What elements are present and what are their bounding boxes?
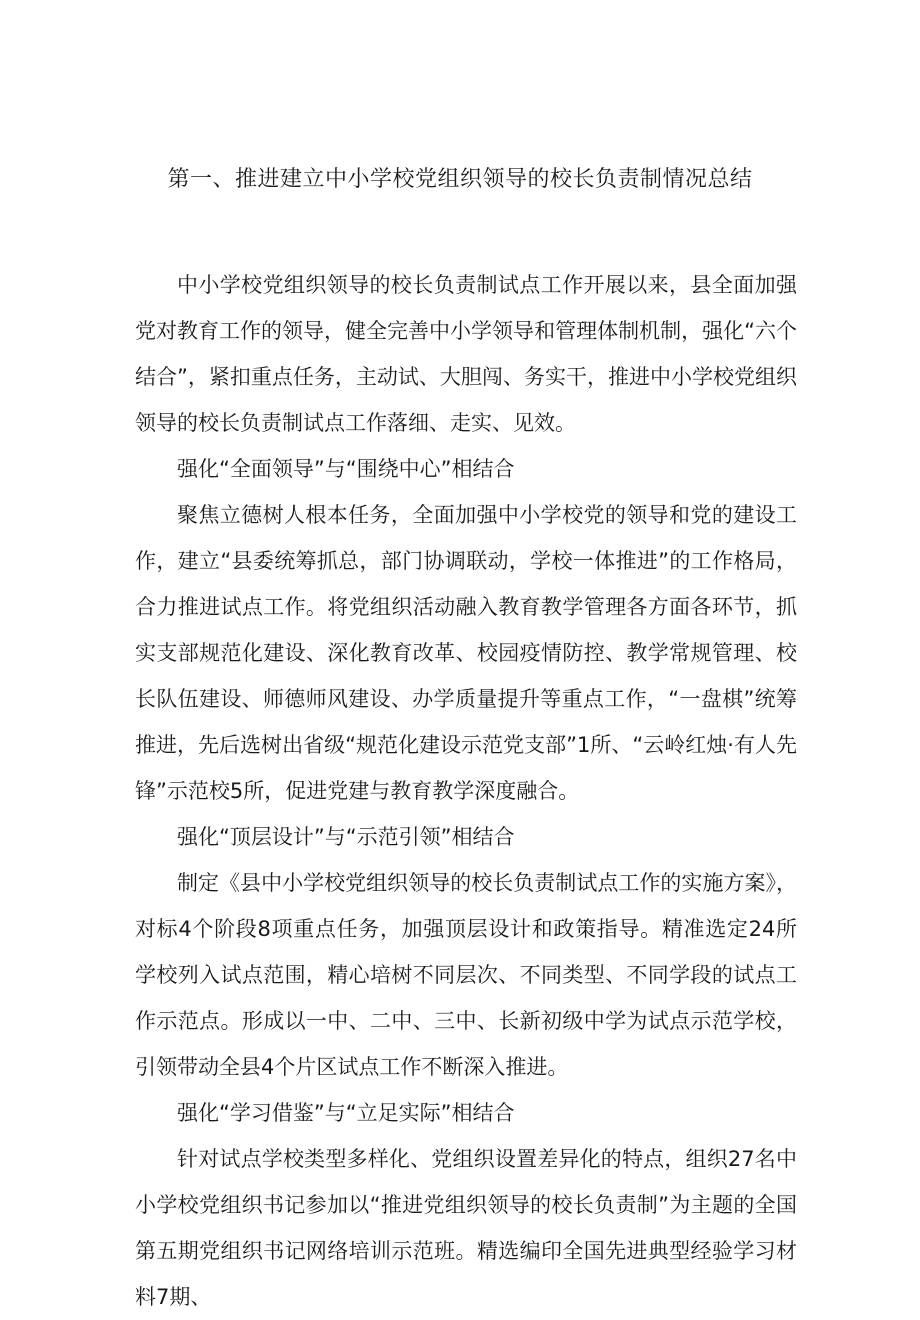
paragraph-leadership: 聚焦立德树人根本任务，全面加强中小学校党的领导和党的建设工作，建立“县委统筹抓总，部门协调联动，学校一体推进”的工作格局，合力推进试点工作。将党组织活动融入教育教学管理各方面各环节，抓实支部规范化建设、深化教育改革、校园疫情防控、教学常规管理、校长队伍建设、师德师风建设、办学质量提升等重点工作，“一盘棋”统筹推进，先后选树出省级“规范化建设示范党支部”1所、“云岭红烛·有人先锋”示范校5所，促进党建与教育教学深度融合。 [135,503,797,803]
paragraph-intro: 中小学校党组织领导的校长负责制试点工作开展以来，县全面加强党对教育工作的领导，健全完善中小学领导和管理体制机制，强化“六个结合”，紧扣重点任务，主动试、大胆闯、务实干，推进中小学校党组织领导的校长负责制试点工作落细、走实、见效。 [135,273,797,435]
paragraph-design: 制定《县中小学校党组织领导的校长负责制试点工作的实施方案》，对标4个阶段8项重点任务，加强顶层设计和政策指导。精准选定24所学校列入试点范围，精心培树不同层次、不同类型、不同学段的试点工作示范点。形成以一中、二中、三中、长新初级中学为试点示范学校，引领带动全县4个片区试点工作不断深入推进。 [135,871,797,1079]
document-title: 第一、推进建立中小学校党组织领导的校长负责制情况总结 [167,167,753,192]
section-heading-design: 强化“顶层设计”与“示范引领”相结合 [177,825,515,849]
document-body [135,262,797,1320]
paragraph-learning: 针对试点学校类型多样化、党组织设置差异化的特点，组织27名中小学校党组织书记参加以“推进党组织领导的校长负责制”为主题的全国第五期党组织书记网络培训示范班。精选编印全国先进典型经验学习材料7期、 [135,1147,797,1309]
section-heading-leadership: 强化“全面领导”与“围绕中心”相结合 [177,457,515,481]
section-heading-learning: 强化“学习借鉴”与“立足实际”相结合 [177,1101,515,1125]
